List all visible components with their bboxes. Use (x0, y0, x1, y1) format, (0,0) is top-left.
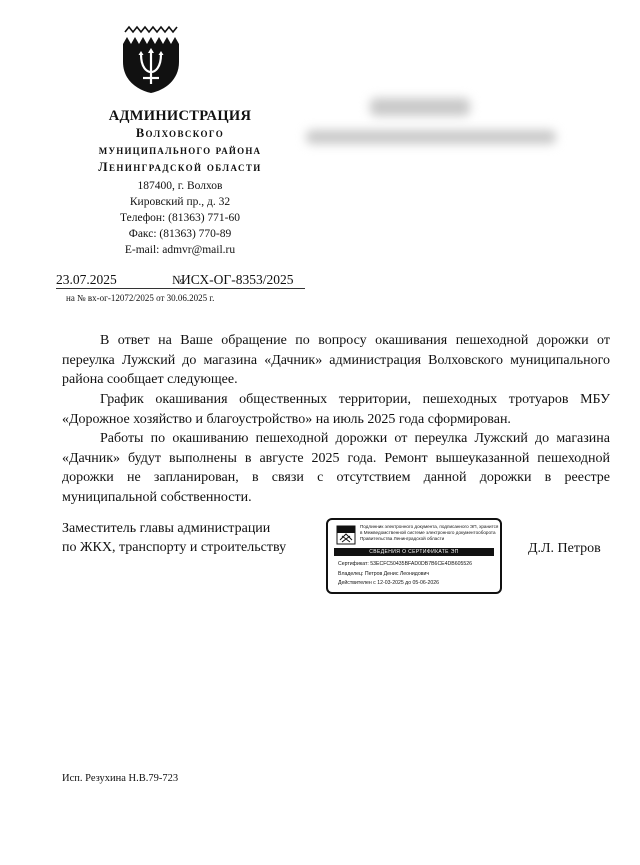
coat-of-arms-icon (121, 18, 181, 94)
stamp-validity: Действителен с 12-03-2025 до 05-06-2026 (338, 580, 440, 586)
org-name-line-1: АДМИНИСТРАЦИЯ (108, 108, 252, 124)
signer-position-line-1: Заместитель главы администрации (62, 521, 271, 536)
executor-note: Исп. Резухина Н.В.79-723 (62, 773, 179, 784)
stamp-header: Подлинник электронного документа, подписанного ЭП, хранится в Межведомственной системе электронного документооборота Правительства Ленинградской области (360, 524, 499, 541)
registration-date: 23.07.2025 (56, 272, 117, 287)
org-name-line-2: Волховского (135, 126, 225, 140)
org-name-line-3: муниципального района (98, 143, 262, 157)
e-signature-stamp (326, 518, 502, 594)
phone: Телефон: (81363) 771-60 (120, 212, 240, 224)
body-paragraph-3: Работы по окашиванию пешеходной дорожки от переулка Лужский до магазина «Дачник» будут выполнены в августе 2025 года. Ремонт вышеуказанной пешеходной дорожки не запланирован, в связи с отсутствием данной дорожки в реестре муниципальной собственности. (62, 431, 610, 505)
stamp-certificate: Сертификат: 53ECFC50435BFAD0DB7B6CE4DB605526 (338, 561, 473, 567)
registration-underline (56, 288, 305, 289)
fax: Факс: (81363) 770-89 (128, 228, 232, 240)
body-paragraph-2: График окашивания общественных территории, пешеходных тротуаров МБУ «Дорожное хозяйство и благоустройство» на июль 2025 года сформирован. (62, 392, 610, 427)
street-address: Кировский пр., д. 32 (129, 196, 231, 208)
reference-line: на № вх-ог-12072/2025 от 30.06.2025 г. (66, 293, 215, 303)
signer-position-line-2: по ЖКХ, транспорту и строительству (62, 540, 287, 555)
body-paragraph-1: В ответ на Ваше обращение по вопросу окашивания пешеходной дорожки от переулка Лужский до магазина «Дачник» администрация Волховского муниципального района сообщает следующее. (62, 333, 610, 387)
addressee-redacted (298, 90, 598, 160)
number-sign: № (172, 273, 184, 287)
registration-number: ИСХ-ОГ-8353/2025 (181, 272, 294, 287)
email: E-mail: admvr@mail.ru (124, 244, 236, 256)
stamp-title: СВЕДЕНИЯ О СЕРТИФИКАТЕ ЭП (334, 548, 494, 556)
postal-address: 187400, г. Волхов (137, 180, 223, 192)
signer-name: Д.Л. Петров (528, 541, 601, 556)
org-name-line-4: Ленинградской области (98, 160, 262, 174)
region-crest-icon (336, 525, 356, 545)
stamp-owner: Владелец: Петров Денис Леонидович (338, 571, 430, 577)
